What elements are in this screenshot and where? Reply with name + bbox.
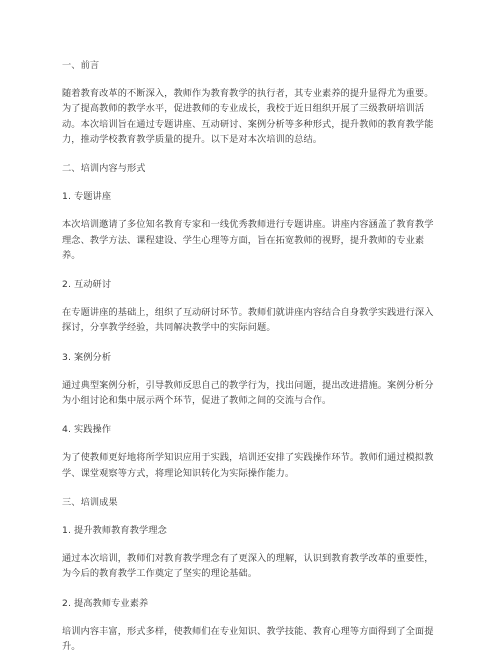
section-heading-content-and-format: 二、培训内容与形式	[62, 163, 146, 175]
subheading-teaching-philosophy: 1. 提升教师教育教学理念	[62, 525, 167, 537]
paragraph-case-analysis: 通过典型案例分析，引导教师反思自己的教学行为，找出问题，提出改进措施。案例分析分为小组讨论和集中展示两个环节，促进了教师之间的交流与合作。	[62, 379, 434, 407]
section-heading-results: 三、培训成果	[62, 496, 118, 508]
document-page	[62, 58, 442, 668]
subheading-professional-quality: 2. 提高教师专业素养	[62, 597, 149, 609]
subheading-case-analysis: 3. 案例分析	[62, 351, 112, 363]
paragraph-preface: 随着教育改革的不断深入，教师作为教育教学的执行者，其专业素养的提升显得尤为重要。为了提高教师的教学水平，促进教师的专业成长，我校于近日组织开展了三级教研培训活动。本次培训旨在通过专题讲座、互动研讨、案例分析等多种形式，提升教师的教育教学能力，推动学校教育教学质量的提升。以下是对本次培训的总结。	[62, 88, 434, 145]
paragraph-lecture: 本次培训邀请了多位知名教育专家和一线优秀教师进行专题讲座。讲座内容涵盖了教育教学理念、教学方法、课程建设、学生心理等方面，旨在拓宽教师的视野，提升教师的专业素养。	[62, 219, 434, 261]
paragraph-teaching-philosophy: 通过本次培训，教师们对教育教学理念有了更深入的理解，认识到教育教学改革的重要性，为今后的教育教学工作奠定了坚实的理论基础。	[62, 553, 434, 580]
paragraph-discussion: 在专题讲座的基础上，组织了互动研讨环节。教师们就讲座内容结合自身教学实践进行深入探讨，分享教学经验，共同解决教学中的实际问题。	[62, 307, 434, 334]
subheading-discussion: 2. 互动研讨	[62, 279, 112, 291]
paragraph-professional-quality: 培训内容丰富，形式多样，使教师们在专业知识、教学技能、教育心理等方面得到了全面提升。	[62, 625, 434, 653]
subheading-lecture: 1. 专题讲座	[62, 191, 112, 203]
paragraph-practice: 为了使教师更好地将所学知识应用于实践，培训还安排了实践操作环节。教师们通过模拟教学、课堂观察等方式，将理论知识转化为实际操作能力。	[62, 452, 434, 479]
subheading-practice: 4. 实践操作	[62, 424, 112, 436]
section-heading-preface: 一、前言	[62, 60, 100, 71]
